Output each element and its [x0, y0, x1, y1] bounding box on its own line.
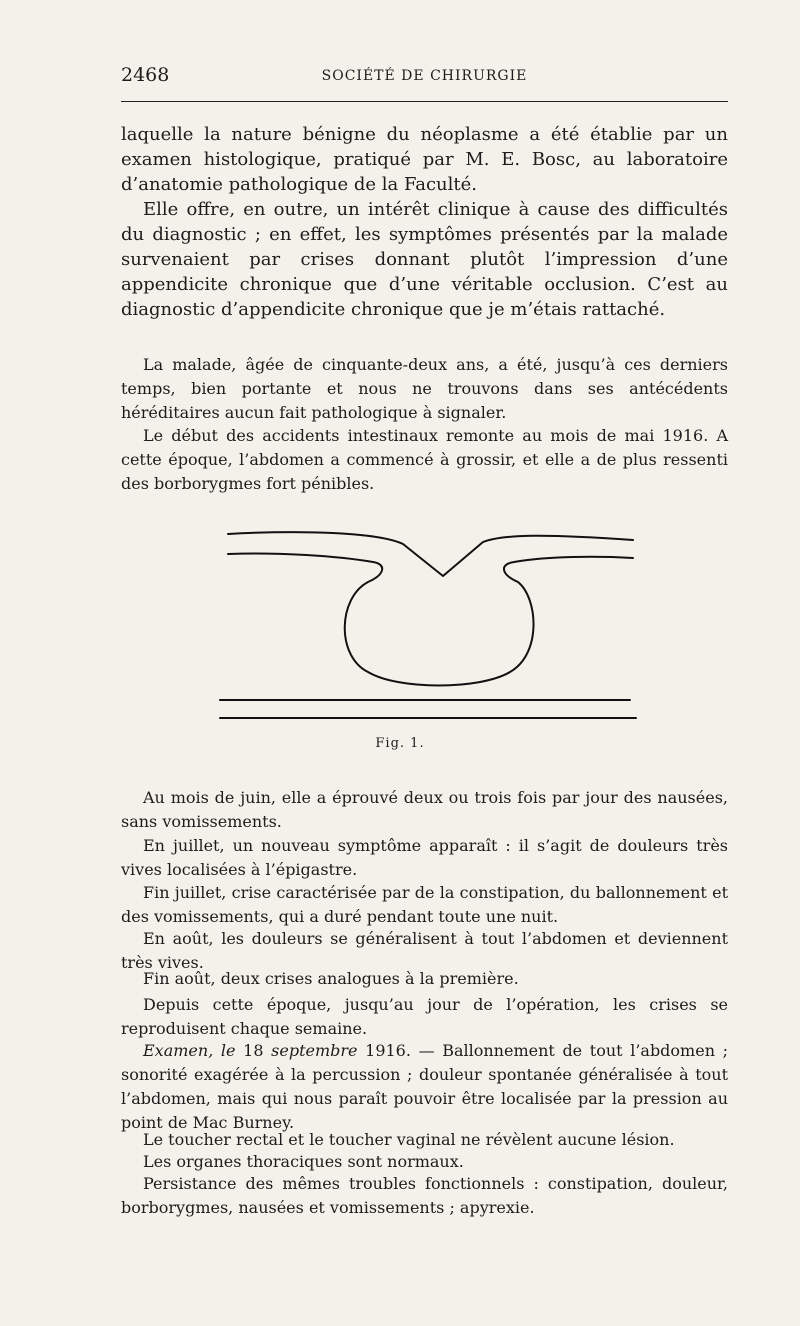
paragraph-2: Elle offre, en outre, un intérêt clinique à cause des difficultés du diagnostic ; en effet, les symptômes présentés par la malade survenaient par crises donnant plutôt l’impression d’une appendicite chronique que d’une véritable occlusion. C’est au diagnostic d’appendicite chronique que je m’étais rattaché. — [121, 199, 728, 320]
exam-text: 1916. — Ballonnement de tout l’abdomen ; sonorité exagérée à la percussion ; douleur spontanée généralisée à tout l’abdomen, mais qui nous paraît pouvoir être localisée par la pression au point de Mac Burney. — [121, 1041, 729, 1132]
paragraph-1: laquelle la nature bénigne du néoplasme a été établie par un examen histologique, pratiqué par M. E. Bosc, au laboratoire d’anatomie pathologique de la Faculté. — [121, 124, 728, 195]
paragraph-12: Le toucher rectal et le toucher vaginal ne révèlent aucune lésion. — [143, 1130, 675, 1149]
paragraph-4: Le début des accidents intestinaux remonte au mois de mai 1916. A cette époque, l’abdomen a commencé à grossir, et elle a de plus ressenti des borborygmes fort pénibles. — [121, 426, 728, 493]
page-number: 2468 — [121, 64, 170, 86]
exam-month: septembre — [271, 1041, 358, 1060]
paragraph-10: Depuis cette époque, jusqu’au jour de l’opération, les crises se reproduisent chaque semaine. — [121, 995, 728, 1038]
paragraph-11 — [121, 1039, 728, 1135]
paragraph-5: Au mois de juin, elle a éprouvé deux ou trois fois par jour des nausées, sans vomissements. — [121, 788, 728, 831]
paragraph-13: Les organes thoraciques sont normaux. — [143, 1152, 464, 1171]
running-title: SOCIÉTÉ DE CHIRURGIE — [321, 68, 528, 84]
paragraph-9: Fin août, deux crises analogues à la première. — [143, 969, 519, 988]
loop-outline — [228, 553, 633, 685]
exam-day: 18 — [243, 1041, 264, 1060]
paragraph-14: Persistance des mêmes troubles fonctionnels : constipation, douleur, borborygmes, nausées et vomissements ; apyrexie. — [121, 1174, 728, 1217]
page-header — [121, 64, 728, 92]
paragraph-7: Fin juillet, crise caractérisée par de la constipation, du ballonnement et des vomissements, qui a duré pendant toute une nuit. — [121, 883, 728, 926]
exam-label: Examen, le — [143, 1041, 236, 1060]
paragraph-8: En août, les douleurs se généralisent à tout l’abdomen et deviennent très vives. — [121, 929, 728, 972]
paragraph-6: En juillet, un nouveau symptôme apparaît : il s’agit de douleurs très vives localisées à l’épigastre. — [121, 836, 728, 879]
figure-caption: Fig. 1. — [375, 736, 425, 751]
paragraph-3: La malade, âgée de cinquante-deux ans, a été, jusqu’à ces derniers temps, bien portante et nous ne trouvons dans ses antécédents héréditaires aucun fait pathologique à signaler. — [121, 355, 728, 422]
figure-1-diagram — [218, 524, 638, 724]
header-rule — [121, 101, 728, 102]
